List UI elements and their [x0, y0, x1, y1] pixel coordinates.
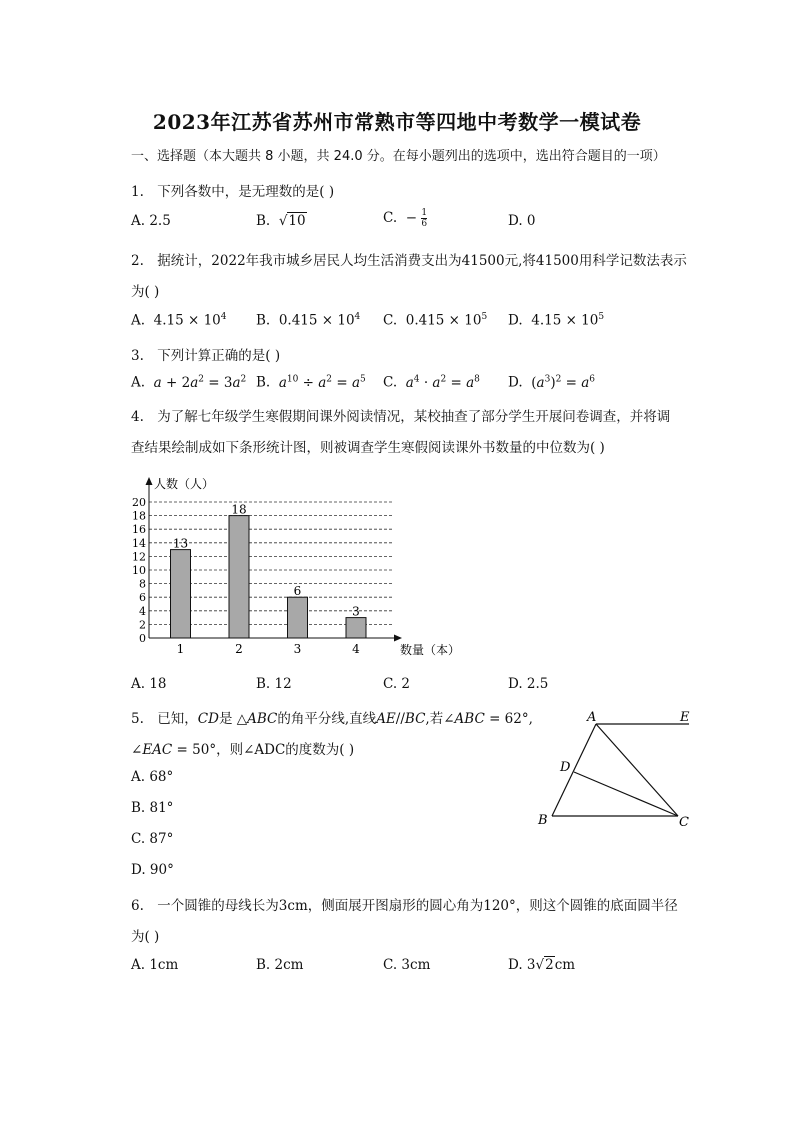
point-E-label: E	[680, 710, 690, 725]
option-label: C.	[383, 374, 398, 391]
option-label: A.	[131, 312, 146, 329]
q6-option-d[interactable]	[508, 957, 575, 973]
question-5	[131, 707, 533, 727]
q5-option-d[interactable]: D. 90°	[131, 862, 174, 878]
exponent: 4	[354, 312, 361, 322]
option-label: B.	[256, 213, 271, 229]
page-title: 2023年江苏省苏州市常熟市等四地中考数学一模试卷	[152, 110, 642, 134]
question-1	[131, 180, 334, 200]
point-A-label: A	[587, 710, 597, 725]
mantissa: 4.15 × 10	[153, 312, 221, 329]
option-label: B.	[256, 374, 271, 391]
bar	[288, 597, 308, 638]
question-2-line2: 为( )	[131, 284, 160, 300]
question-text-end: ，则∠ADC的度数为( )	[216, 742, 355, 758]
exponent: 5	[598, 312, 605, 322]
question-3	[131, 344, 280, 364]
question-text: 据统计，2022年我市城乡居民人均生活消费支出为41500元,将41500用科学记数法表示	[157, 253, 687, 269]
bar-chart	[128, 472, 468, 662]
angle-given: ∠EAC = 50°	[131, 742, 217, 758]
question-text: 一个圆锥的母线长为3cm，侧面展开图扇形的圆心角为120°，则这个圆锥的底面圆半径	[157, 898, 678, 914]
segment-AC	[596, 724, 678, 816]
question-number: 2.	[131, 253, 144, 269]
mantissa: 0.415 × 10	[278, 312, 355, 329]
bars	[171, 516, 367, 638]
exponent: 4	[220, 312, 227, 322]
segment-DC	[574, 772, 678, 816]
y-axis-arrow	[146, 477, 153, 485]
q6-option-a[interactable]: A. 1cm	[131, 957, 179, 973]
numerator: 1	[421, 208, 428, 218]
question-number: 3.	[131, 348, 144, 364]
option-label: C.	[383, 312, 398, 329]
point-B-label: B	[538, 813, 548, 828]
x-tick-labels	[177, 642, 361, 656]
sqrt-sign: √	[278, 213, 288, 229]
option-label: D.	[508, 312, 523, 329]
radicand: 2	[545, 957, 554, 973]
q5-option-c[interactable]: C. 87°	[131, 831, 174, 847]
q3-option-d[interactable]	[508, 374, 595, 391]
radicand: 10	[288, 213, 306, 229]
option-label: C.	[383, 210, 398, 226]
q4-option-a[interactable]: A. 18	[131, 676, 167, 692]
exponent: 5	[481, 312, 488, 322]
y-tick-label: 2	[139, 618, 146, 632]
triangle-figure	[530, 700, 710, 840]
q1-option-d[interactable]: D. 0	[508, 213, 536, 229]
bar	[229, 516, 249, 638]
q2-option-d[interactable]	[508, 312, 604, 329]
segment-AB	[552, 724, 596, 816]
bar	[346, 618, 366, 638]
y-tick-label: 12	[132, 550, 146, 564]
x-axis-arrow	[394, 635, 402, 642]
option-label: B.	[256, 312, 271, 329]
bar	[171, 550, 191, 638]
question-text: 为了解七年级学生寒假期间课外阅读情况，某校抽查了部分学生开展问卷调查，并将调	[157, 409, 671, 425]
question-number: 5.	[131, 711, 144, 727]
x-tick-label: 2	[235, 642, 243, 656]
bar-value-label: 18	[231, 502, 247, 517]
x-axis-label: 数量（本）	[400, 643, 461, 657]
option-label: A.	[131, 374, 146, 391]
y-tick-label: 0	[139, 632, 146, 645]
question-number: 1.	[131, 184, 144, 200]
bar-value-label: 3	[352, 604, 360, 619]
y-tick-label: 20	[132, 496, 146, 509]
question-text: 下列计算正确的是( )	[157, 348, 281, 364]
question-4-line2: 查结果绘制成如下条形统计图，则被调查学生寒假阅读课外书数量的中位数为( )	[131, 440, 605, 456]
q2-option-c[interactable]	[383, 312, 487, 329]
q5-option-b[interactable]: B. 81°	[131, 800, 174, 816]
option-label: D. 3	[508, 957, 536, 973]
question-6	[131, 894, 678, 914]
denominator: 6	[421, 219, 428, 229]
y-tick-label: 10	[132, 564, 146, 577]
q5-option-a[interactable]: A. 68°	[131, 769, 174, 785]
bar-value-label: 6	[293, 584, 302, 599]
section-header: 一、选择题（本大题共 8 小题，共 24.0 分。在每小题列出的选项中，选出符合题目的一项）	[131, 149, 666, 164]
bar-value-label: 13	[172, 536, 189, 551]
q3-option-a[interactable]	[131, 374, 246, 391]
sqrt-sign: √	[535, 957, 545, 973]
question-4	[131, 405, 670, 425]
question-6-line2: 为( )	[131, 929, 160, 945]
q2-option-a[interactable]	[131, 312, 227, 329]
x-tick-label: 3	[293, 642, 302, 656]
expression: $a^{10} \div a^2 = a^5$	[278, 374, 366, 391]
question-2	[131, 249, 687, 269]
y-tick-label: 18	[132, 509, 146, 523]
mantissa: 0.415 × 10	[405, 312, 482, 329]
y-tick-labels	[132, 496, 146, 645]
x-tick-label: 1	[176, 642, 185, 656]
x-tick-label: 4	[352, 642, 360, 656]
q4-option-d[interactable]: D. 2.5	[508, 676, 549, 692]
expression: $a + 2a^2 = 3a^2$	[153, 374, 247, 391]
y-axis-label: 人数（人）	[154, 477, 215, 491]
q1-option-a[interactable]: A. 2.5	[131, 213, 171, 229]
q4-option-c[interactable]: C. 2	[383, 676, 411, 692]
point-C-label: C	[679, 815, 689, 830]
q3-option-b[interactable]	[256, 374, 366, 391]
expression: $a^4 \cdot a^2 = a^8$	[405, 374, 480, 391]
mantissa: 4.15 × 10	[531, 312, 599, 329]
point-D-label: D	[560, 760, 571, 775]
y-tick-label: 8	[139, 577, 146, 591]
q3-option-c[interactable]	[383, 374, 480, 391]
expression: $(a^3)^2 = a^6$	[531, 374, 596, 391]
question-number: 6.	[131, 898, 144, 914]
value-labels	[173, 503, 360, 619]
question-5-line2	[131, 738, 354, 758]
y-tick-label: 4	[139, 604, 146, 618]
question-text: 已知，CD是 △ABC的角平分线,直线AE//BC,若∠ABC = 62°,	[157, 711, 533, 727]
unit: cm	[554, 957, 576, 973]
q6-option-c[interactable]: C. 3cm	[383, 957, 431, 973]
minus-sign: −	[405, 210, 418, 226]
q6-option-b[interactable]: B. 2cm	[256, 957, 304, 973]
question-text: 下列各数中，是无理数的是( )	[157, 184, 335, 200]
q1-option-c[interactable]	[383, 208, 427, 229]
y-tick-label: 16	[132, 523, 146, 537]
q1-option-b[interactable]	[256, 213, 307, 229]
fraction	[421, 208, 427, 229]
question-number: 4.	[131, 409, 144, 425]
q2-option-b[interactable]	[256, 312, 360, 329]
option-label: D.	[508, 374, 523, 391]
q4-option-b[interactable]: B. 12	[256, 676, 292, 692]
y-tick-label: 6	[139, 591, 146, 605]
y-tick-label: 14	[132, 536, 146, 550]
